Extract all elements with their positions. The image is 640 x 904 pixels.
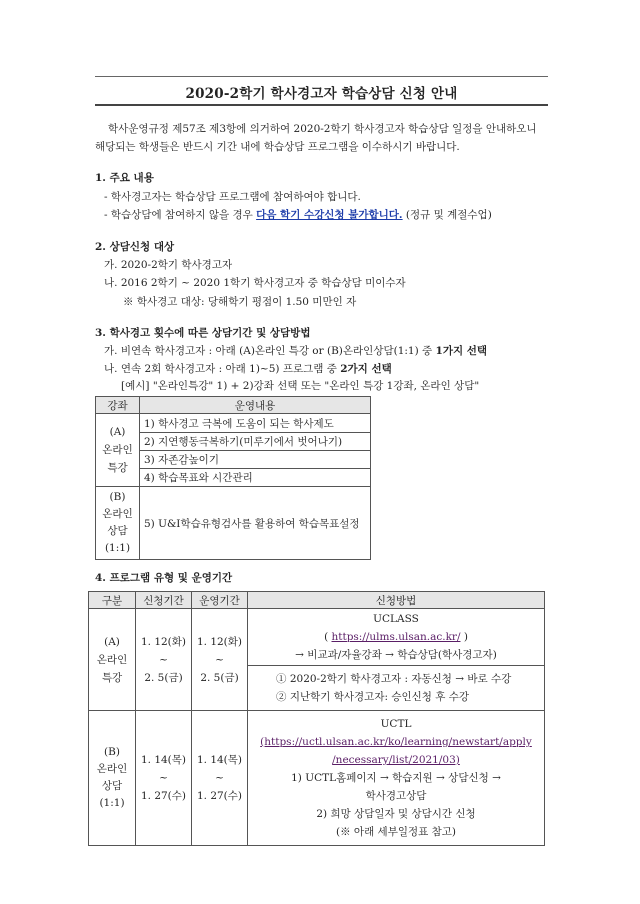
program-b-method	[248, 711, 545, 846]
program-a-method: UCLASS ( https://ulms.ulsan.ac.kr/ ) → 비교과/자율강좌 → 학습상담(학사경고자)	[248, 609, 545, 666]
section3-heading: 3. 학사경고 횟수에 따른 상담기간 및 상담방법	[95, 327, 311, 339]
course-item: 2) 지연행동극복하기(미루기에서 벗어나기)	[140, 433, 371, 451]
course-b-label: (B) 온라인 상담 (1:1)	[96, 487, 140, 560]
section4-heading: 4. 프로그램 유형 및 운영기간	[95, 572, 233, 584]
course-table	[95, 396, 371, 560]
bullet2-prefix: - 학습상담에 참여하지 않을 경우	[104, 209, 257, 221]
program-b-run-period: 1. 14(목) ~ 1. 27(수)	[192, 711, 248, 846]
intro-line-1: 학사운영규정 제57조 제3항에 의거하여 2020-2학기 학사경고자 학습상담 일정을 안내하오니	[108, 123, 537, 135]
uctl-link-cont[interactable]: /necessary/list/2021/03)	[332, 754, 460, 766]
program-a-label: (A) 온라인 특강	[89, 609, 136, 711]
uctl-link[interactable]: (https://uctl.ulsan.ac.kr/ko/learning/newstart/apply	[260, 736, 532, 748]
uctl-step-1b: 학사경고상담	[365, 790, 427, 802]
uctl-step-1: 1) UCTL홈페이지 → 학습지원 → 상담신청 →	[291, 772, 501, 784]
section3-example: [예시] "온라인특강" 1) + 2)강좌 선택 또는 "온라인 특강 1강좌, 온라인 상담"	[121, 380, 480, 392]
intro-line-2: 해당되는 학생들은 반드시 기간 내에 학습상담 프로그램을 이수하시기 바랍니다.	[95, 141, 460, 153]
course-a-label: (A) 온라인 특강	[96, 414, 140, 487]
bullet2-suffix: (정규 및 계절수업)	[402, 209, 492, 221]
section2-item-b: 나. 2016 2학기 ~ 2020 1학기 학사경고자 중 학습상담 미이수자	[104, 277, 406, 289]
program-b-label: (B) 온라인 상담 (1:1)	[89, 711, 136, 846]
item-a-text: 가. 비연속 학사경고자 : 아래 (A)온라인 특강 or (B)온라인상담(1:1) 중	[104, 345, 436, 357]
section1-bullet-2	[104, 209, 492, 222]
section3-item-a	[104, 345, 487, 358]
course-item-5: 5) U&I학습유형검사를 활용하여 학습목표설정	[140, 487, 371, 560]
section1-heading: 1. 주요 내용	[95, 172, 154, 184]
item-a-choice: 1가지 선택	[435, 345, 488, 357]
uclass-path: → 비교과/자율강좌 → 학습상담(학사경고자)	[295, 649, 497, 661]
section2-heading: 2. 상담신청 대상	[95, 241, 175, 253]
section2-note: ※ 학사경고 대상: 당해학기 평점이 1.50 미만인 자	[123, 296, 357, 308]
uctl-step-2: 2) 희망 상담일자 및 상담시간 신청	[316, 808, 476, 820]
method-header: 신청방법	[248, 592, 545, 609]
uclass-title: UCLASS	[373, 613, 419, 625]
program-table	[88, 591, 545, 846]
program-a-notes: ① 2020-2학기 학사경고자 : 자동신청 → 바로 수강 ② 지난학기 학사경고자: 승인신청 후 수강	[248, 666, 545, 711]
title-top-rule	[95, 76, 548, 77]
section3-item-b	[104, 363, 392, 376]
program-b-apply-period: 1. 14(목) ~ 1. 27(수)	[136, 711, 192, 846]
apply-period-header: 신청기간	[136, 592, 192, 609]
item-b-text: 나. 연속 2회 학사경고자 : 아래 1)~5) 프로그램 중	[104, 363, 341, 375]
course-item: 3) 자존감높이기	[140, 451, 371, 469]
page-title: 2020-2학기 학사경고자 학습상담 신청 안내	[185, 86, 458, 102]
uclass-link[interactable]: https://ulms.ulsan.ac.kr/	[331, 631, 461, 643]
item-b-choice: 2가지 선택	[340, 363, 392, 375]
registration-warning: 다음 학기 수강신청 불가합니다.	[256, 209, 403, 221]
course-item: 4) 학습목표와 시간관리	[140, 469, 371, 487]
type-header: 구분	[89, 592, 136, 609]
program-a-run-period: 1. 12(화) ~ 2. 5(금)	[192, 609, 248, 711]
section2-item-a: 가. 2020-2학기 학사경고자	[104, 259, 233, 271]
course-item: 1) 학사경고 극복에 도움이 되는 학사제도	[140, 414, 371, 433]
uctl-step-3: (※ 아래 세부일정표 참고)	[336, 826, 456, 838]
course-header: 강좌	[96, 397, 140, 414]
content-header: 운영내용	[140, 397, 371, 414]
run-period-header: 운영기간	[192, 592, 248, 609]
program-a-apply-period: 1. 12(화) ~ 2. 5(금)	[136, 609, 192, 711]
uctl-title: UCTL	[380, 718, 412, 730]
title-bottom-rule	[95, 104, 548, 106]
section1-bullet-1: - 학사경고자는 학습상담 프로그램에 참여하여야 합니다.	[104, 191, 361, 203]
